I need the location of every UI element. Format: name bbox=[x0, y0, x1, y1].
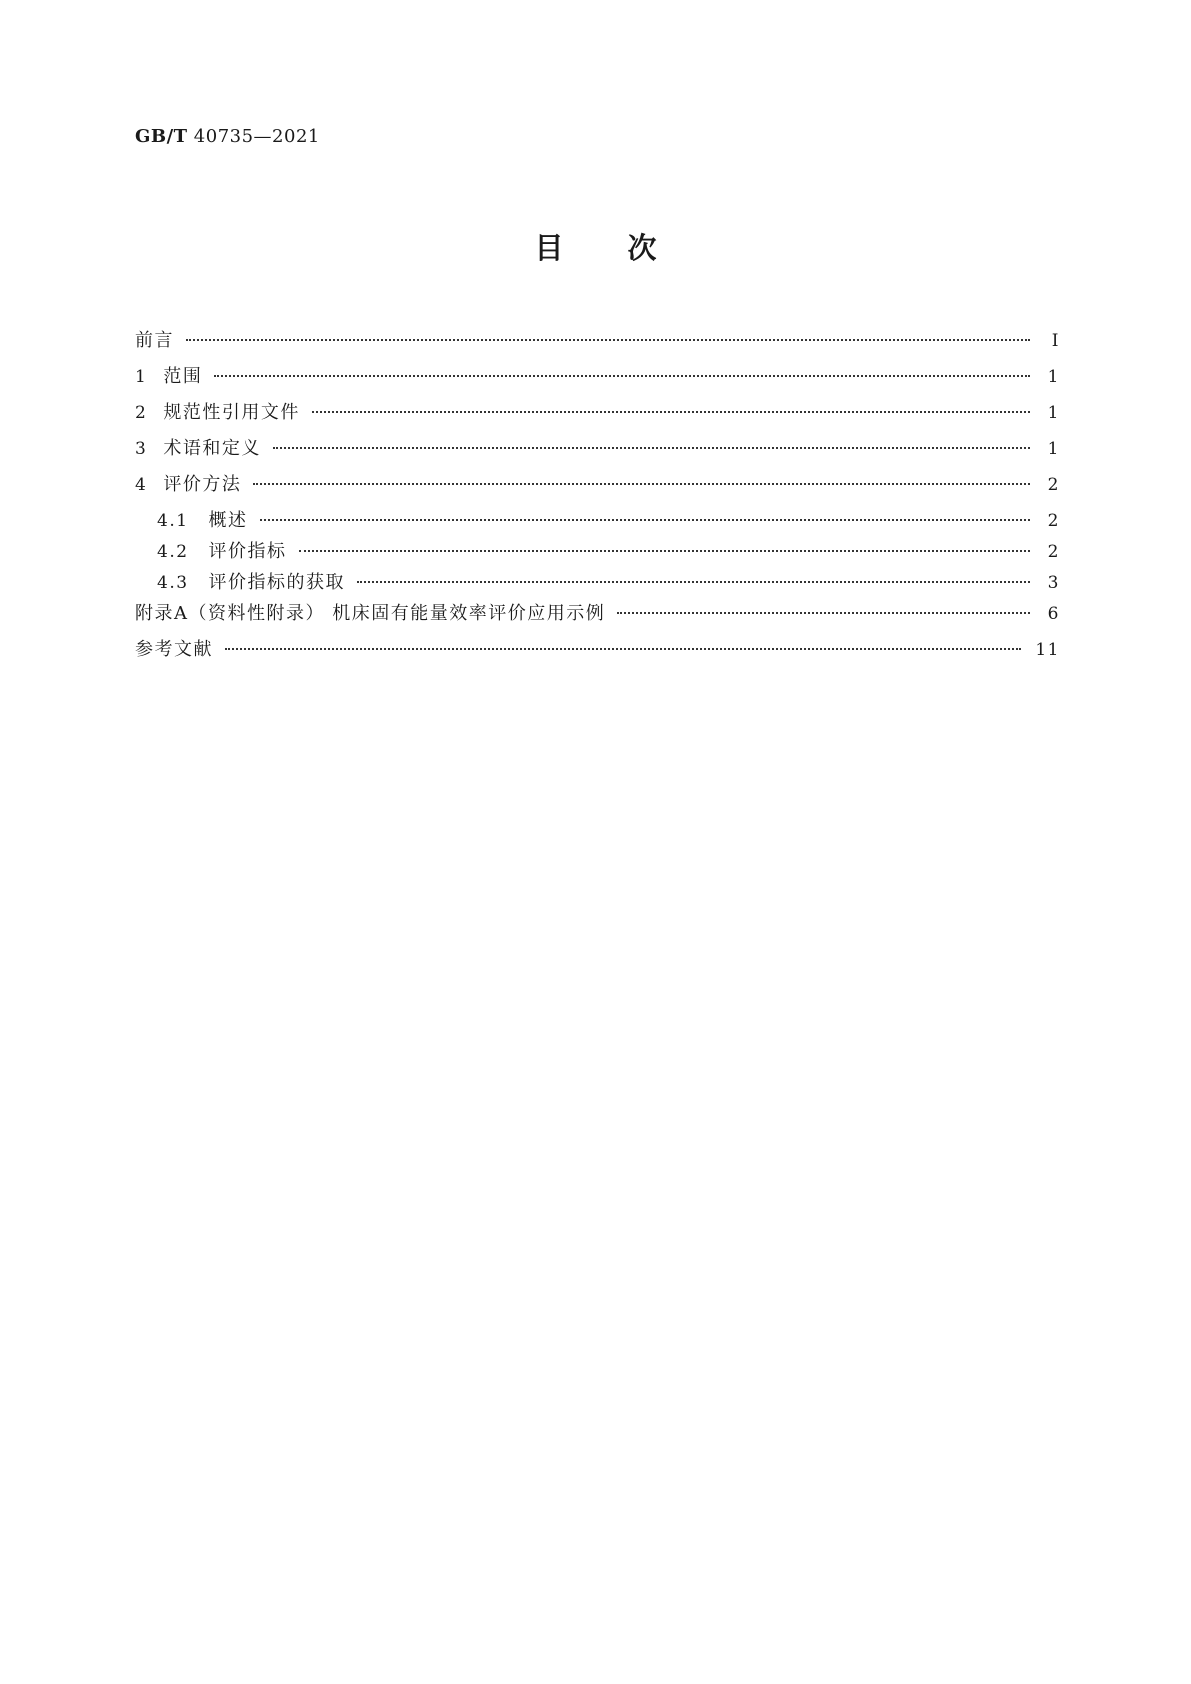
toc-entry-label: 前言 bbox=[135, 330, 174, 351]
toc-entry-page: 2 bbox=[1047, 475, 1060, 495]
toc-entry-number: 4.3 bbox=[157, 573, 189, 593]
toc-entry-label: 概述 bbox=[208, 510, 248, 531]
toc-entry-page: 1 bbox=[1047, 439, 1060, 459]
toc-entry-page: 6 bbox=[1047, 604, 1060, 624]
toc-entry[interactable] bbox=[135, 470, 1060, 506]
toc-entry-label: 范围 bbox=[163, 366, 203, 387]
dot-leader bbox=[214, 375, 1030, 377]
toc-entry-page: 2 bbox=[1047, 542, 1060, 562]
toc-entry-page: Ⅰ bbox=[1051, 331, 1060, 351]
toc-entry-number: 4.1 bbox=[157, 511, 189, 531]
toc-entry-number: 1 bbox=[135, 367, 148, 387]
dot-leader bbox=[253, 483, 1030, 485]
dot-leader bbox=[225, 648, 1021, 650]
toc-entry[interactable] bbox=[135, 326, 1060, 362]
standard-prefix: GB/T bbox=[135, 126, 188, 147]
toc-subentry[interactable] bbox=[135, 568, 1060, 599]
toc-subentry[interactable] bbox=[135, 537, 1060, 568]
toc-entry-number: 2 bbox=[135, 403, 148, 423]
toc-entry[interactable] bbox=[135, 599, 1060, 635]
dot-leader bbox=[312, 411, 1030, 413]
toc-entry-page: 11 bbox=[1035, 640, 1060, 660]
toc-entry-page: 3 bbox=[1047, 573, 1060, 593]
standard-code bbox=[135, 126, 320, 147]
toc-entry-label: 规范性引用文件 bbox=[163, 402, 300, 423]
toc-entry-label: 附录A（资料性附录） 机床固有能量效率评价应用示例 bbox=[135, 603, 606, 624]
toc-entry-label: 参考文献 bbox=[135, 639, 213, 660]
toc-entry[interactable] bbox=[135, 434, 1060, 470]
toc-entry-label: 评价指标 bbox=[208, 541, 287, 562]
toc-entry-number: 4.2 bbox=[157, 542, 189, 562]
dot-leader bbox=[186, 339, 1030, 341]
toc-subentry[interactable] bbox=[135, 506, 1060, 537]
toc-entry-page: 2 bbox=[1047, 511, 1060, 531]
dot-leader bbox=[299, 550, 1030, 552]
table-of-contents bbox=[135, 326, 1060, 671]
toc-entry-label: 评价指标的获取 bbox=[208, 572, 346, 593]
toc-entry[interactable] bbox=[135, 362, 1060, 398]
toc-entry-number: 4 bbox=[135, 475, 148, 495]
dot-leader bbox=[357, 581, 1030, 583]
toc-entry-number: 3 bbox=[135, 439, 148, 459]
toc-entry-page: 1 bbox=[1047, 403, 1060, 423]
toc-title: 目次 bbox=[534, 231, 721, 265]
standard-number: 40735—2021 bbox=[187, 126, 320, 147]
dot-leader bbox=[260, 519, 1030, 521]
dot-leader bbox=[617, 612, 1030, 614]
toc-entry[interactable] bbox=[135, 635, 1060, 671]
toc-entry-label: 术语和定义 bbox=[163, 438, 261, 459]
toc-entry-label: 评价方法 bbox=[163, 474, 242, 495]
toc-entry[interactable] bbox=[135, 398, 1060, 434]
toc-entry-page: 1 bbox=[1047, 367, 1060, 387]
dot-leader bbox=[273, 447, 1030, 449]
